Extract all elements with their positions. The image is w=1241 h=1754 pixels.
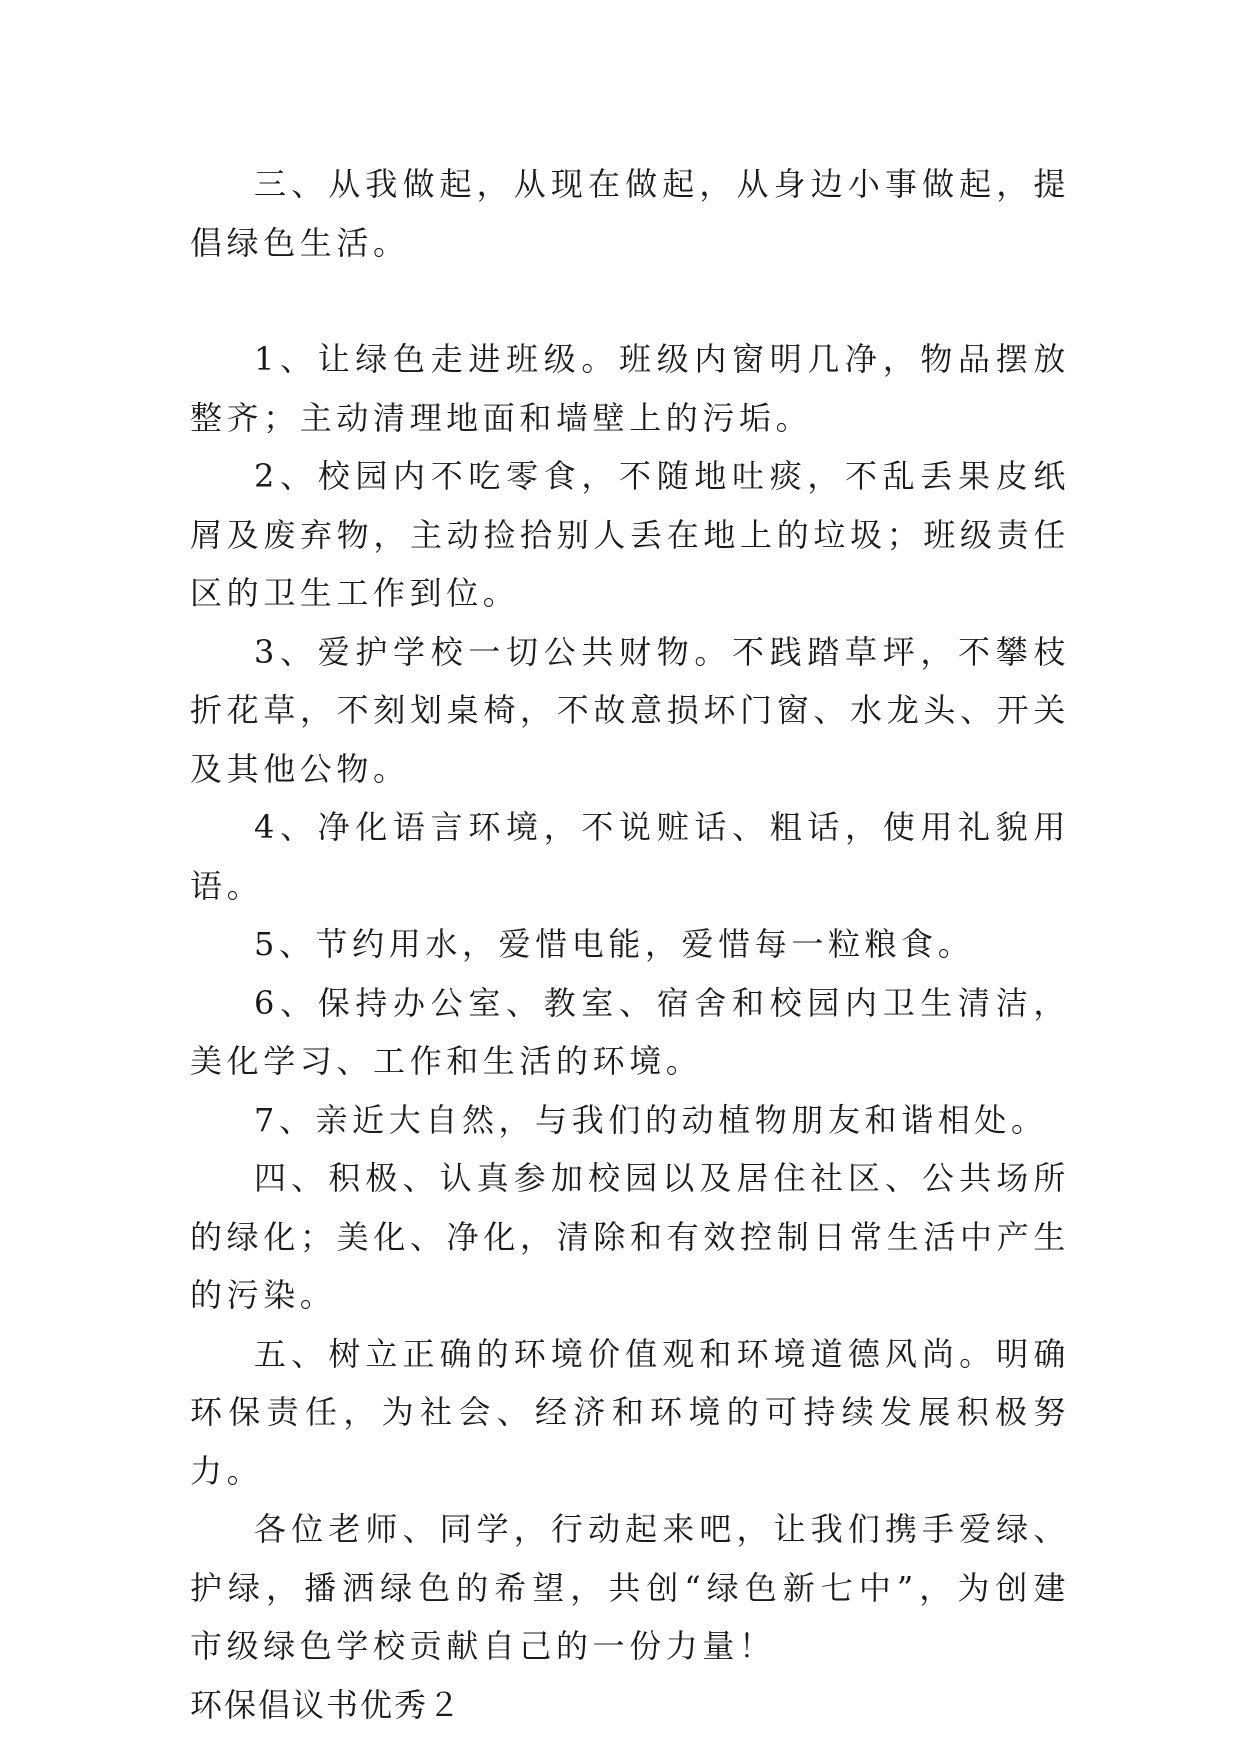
paragraph-section-three: 三、从我做起，从现在做起，从身边小事做起，提倡绿色生活。 [190,165,1070,262]
paragraph-section-four: 四、积极、认真参加校园以及居住社区、公共场所的绿化；美化、净化，清除和有效控制日常生活中产生的污染。 [190,1159,1070,1314]
paragraph-item-6: 6、保持办公室、教室、宿舍和校园内卫生清洁，美化学习、工作和生活的环境。 [190,983,1070,1080]
paragraph-item-4: 4、净化语言环境，不说赃话、粗话，使用礼貌用语。 [190,808,1070,905]
document-body [190,155,1070,1734]
paragraph-section-five: 五、树立正确的环境价值观和环境道德风尚。明确环保责任，为社会、经济和环境的可持续发展积极努力。 [190,1334,1070,1490]
paragraph-item-7: 7、亲近大自然，与我们的动植物朋友和谐相处。 [254,1100,1048,1139]
paragraph-item-3: 3、爱护学校一切公共财物。不践踏草坪，不攀枝折花草，不刻划桌椅，不故意损坏门窗、水龙头、开关及其他公物。 [190,632,1070,788]
paragraph-item-5: 5、节约用水，爱惜电能，爱惜每一粒粮食。 [254,925,975,963]
next-section-heading: 环保倡议书优秀２ [190,1685,463,1724]
paragraph-item-1: 1、让绿色走进班级。班级内窗明几净，物品摆放整齐；主动清理地面和墙壁上的污垢。 [190,340,1070,437]
paragraph-item-2: 2、校园内不吃零食，不随地吐痰，不乱丢果皮纸屑及废弃物，主动捡拾别人丢在地上的垃圾；班级责任区的卫生工作到位。 [190,457,1070,612]
paragraph-closing: 各位老师、同学，行动起来吧，让我们携手爱绿、护绿，播洒绿色的希望，共创“绿色新七中”，为创建市级绿色学校贡献自己的一份力量！ [190,1510,1070,1665]
